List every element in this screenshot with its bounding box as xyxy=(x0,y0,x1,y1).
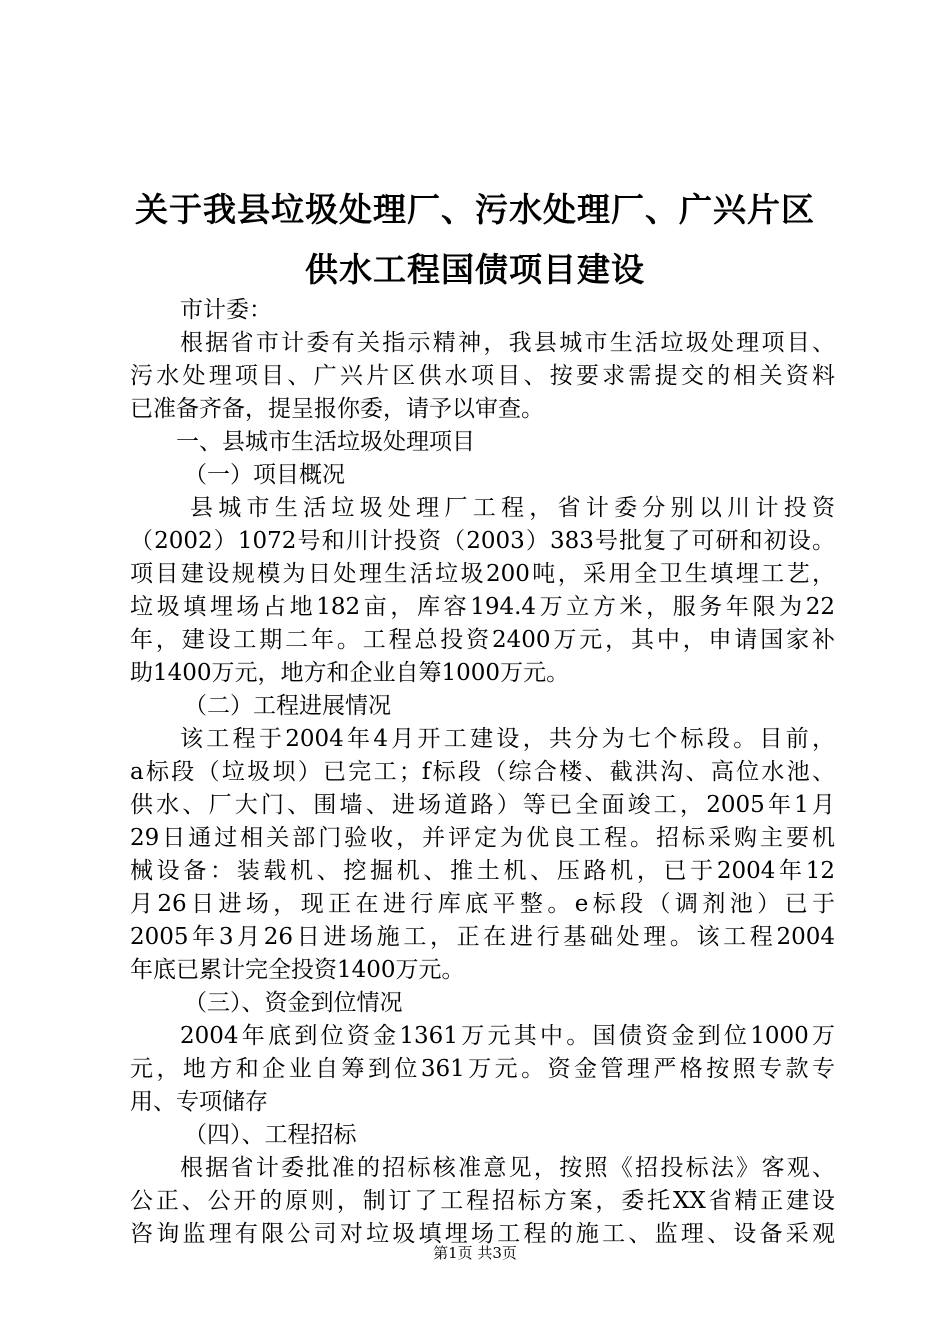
sub2-heading: （二）工程进展情况 xyxy=(184,693,391,719)
sub3-heading: （三）、资金到位情况 xyxy=(184,990,403,1016)
intro-line: 根据省市计委有关指示精神，我县城市生活垃圾处理项目、 xyxy=(180,330,835,356)
progress-line: 供水、厂大门、围墙、进场道路）等已全面竣工，2005年1月 xyxy=(130,792,835,818)
bidding-line: 公正、公开的原则，制订了工程招标方案，委托XX省精正建设 xyxy=(130,1188,835,1214)
progress-line: 该工程于2004年4月开工建设，共分为七个标段。目前， xyxy=(180,726,835,752)
document-title-line2: 供水工程国债项目建设 xyxy=(305,250,645,289)
page-number-footer: 第1页 共3页 xyxy=(433,1244,517,1262)
intro-line: 污水处理项目、广兴片区供水项目、按要求需提交的相关资料 xyxy=(130,363,835,389)
section1-heading: 一、县城市生活垃圾处理项目 xyxy=(176,429,475,455)
overview-line: 助1400万元，地方和企业自筹1000万元。 xyxy=(130,660,570,686)
progress-line: 械设备：装载机、挖掘机、推土机、压路机，已于2004年12 xyxy=(130,858,835,884)
document-body xyxy=(130,294,835,1251)
progress-line: 29日通过相关部门验收，并评定为优良工程。招标采购主要机 xyxy=(130,825,835,851)
progress-line: 月26日进场，现正在进行库底平整。e标段（调剂池）已于 xyxy=(130,891,835,917)
bidding-line: 根据省计委批准的招标核准意见，按照《招投标法》客观、 xyxy=(180,1155,835,1181)
funds-line: 元，地方和企业自筹到位361万元。资金管理严格按照专款专 xyxy=(130,1056,835,1082)
progress-line: a标段（垃圾坝）已完工；f标段（综合楼、截洪沟、高位水池、 xyxy=(130,759,835,785)
overview-line: 垃圾填埋场占地182亩，库容194.4万立方米，服务年限为22 xyxy=(130,594,835,620)
overview-line: 项目建设规模为日处理生活垃圾200吨，采用全卫生填埋工艺， xyxy=(130,561,835,587)
progress-line: 2005年3月26日进场施工，正在进行基础处理。该工程2004 xyxy=(130,924,835,950)
bidding-line: 咨询监理有限公司对垃圾填埋场工程的施工、监理、设备采观 xyxy=(130,1221,835,1247)
overview-line: 县城市生活垃圾处理厂工程，省计委分别以川计投资 xyxy=(190,495,835,521)
salutation: 市计委： xyxy=(180,297,272,323)
document-title-line1: 关于我县垃圾处理厂、污水处理厂、广兴片区 xyxy=(135,190,815,229)
funds-line: 2004年底到位资金1361万元其中。国债资金到位1000万 xyxy=(180,1023,835,1049)
progress-line: 年底已累计完全投资1400万元。 xyxy=(130,957,465,983)
intro-line: 已准备齐备，提呈报你委，请予以审查。 xyxy=(130,396,544,422)
overview-line: 年，建设工期二年。工程总投资2400万元，其中，申请国家补 xyxy=(130,627,835,653)
sub1-heading: （一）项目概况 xyxy=(184,462,345,488)
sub4-heading: （四）、工程招标 xyxy=(184,1122,357,1148)
funds-line: 用、专项储存 xyxy=(130,1089,268,1115)
overview-line: （2002）1072号和川计投资（2003）383号批复了可研和初设。 xyxy=(130,528,835,554)
